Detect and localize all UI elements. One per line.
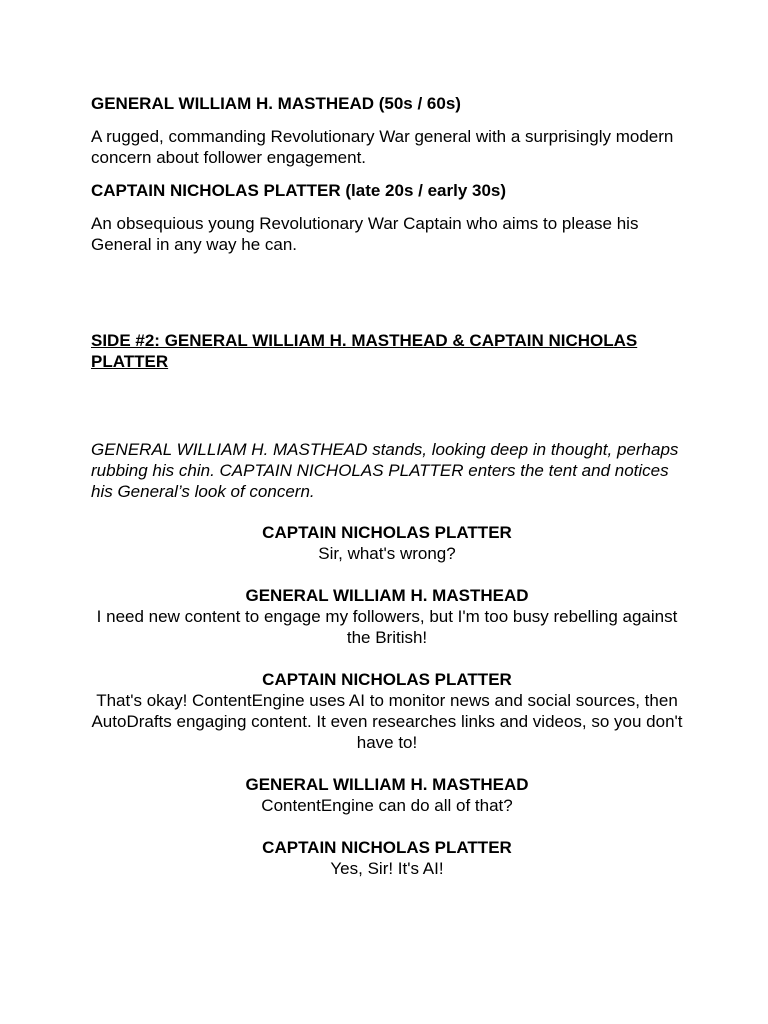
dialogue-speaker: GENERAL WILLIAM H. MASTHEAD [245,586,529,605]
dialogue-line: Sir, what's wrong? [318,544,456,563]
dialogue-block [91,837,683,879]
dialogue-speaker: GENERAL WILLIAM H. MASTHEAD [245,775,529,794]
dialogue-line: Yes, Sir! It's AI! [330,859,444,878]
dialogue-block [91,585,683,648]
dialogue-speaker: CAPTAIN NICHOLAS PLATTER [262,523,512,542]
dialogue-block [91,774,683,816]
dialogue-line: I need new content to engage my followers, but I'm too busy rebelling against the British! [96,607,678,647]
character-description-general: A rugged, commanding Revolutionary War general with a surprisingly modern concern about follower engagement. [91,127,674,167]
dialogue-block [91,669,683,753]
dialogue-line: That's okay! ContentEngine uses AI to monitor news and social sources, then AutoDrafts engaging content. It even researches links and videos, so you don't have to! [91,691,683,752]
dialogue-block [91,522,683,564]
side-title: SIDE #2: GENERAL WILLIAM H. MASTHEAD & CAPTAIN NICHOLAS PLATTER [91,331,638,371]
dialogue-line: ContentEngine can do all of that? [261,796,513,815]
character-heading-general: GENERAL WILLIAM H. MASTHEAD (50s / 60s) [91,94,461,113]
character-description-captain: An obsequious young Revolutionary War Captain who aims to please his General in any way he can. [91,214,639,254]
script-page [91,93,683,879]
dialogue-speaker: CAPTAIN NICHOLAS PLATTER [262,838,512,857]
dialogue-speaker: CAPTAIN NICHOLAS PLATTER [262,670,512,689]
character-heading-captain: CAPTAIN NICHOLAS PLATTER (late 20s / early 30s) [91,181,507,200]
action-description: GENERAL WILLIAM H. MASTHEAD stands, looking deep in thought, perhaps rubbing his chin. CAPTAIN NICHOLAS PLATTER enters the tent and notices his General’s look of concern. [91,440,679,501]
